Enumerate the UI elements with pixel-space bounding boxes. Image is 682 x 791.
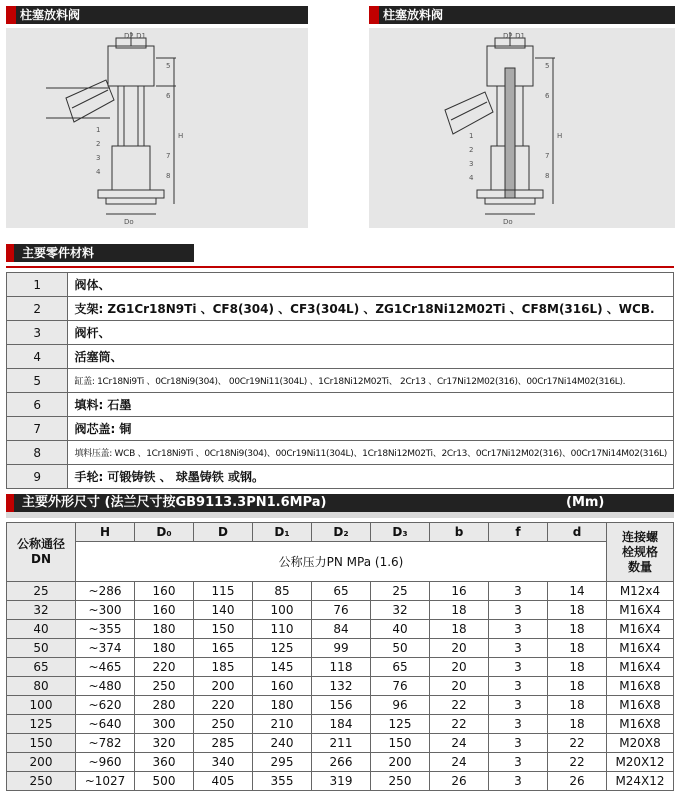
dimension-cell: 18 [548, 601, 607, 620]
material-number: 4 [7, 345, 68, 369]
dn-cell: 50 [7, 639, 76, 658]
material-number: 7 [7, 417, 68, 441]
label-h: H [178, 132, 184, 140]
dimension-cell: ~1027 [76, 772, 135, 791]
dimension-cell: 250 [194, 715, 253, 734]
dimension-cell: M16X4 [607, 601, 674, 620]
dimension-cell: 25 [371, 582, 430, 601]
figure-title: 柱塞放料阀 [20, 8, 81, 22]
dimension-cell: 22 [430, 715, 489, 734]
dimension-cell: 285 [194, 734, 253, 753]
svg-text:1: 1 [96, 126, 101, 134]
dimension-cell: 3 [489, 753, 548, 772]
dimension-cell: 250 [371, 772, 430, 791]
svg-text:3: 3 [96, 154, 101, 162]
dimension-cell: 145 [253, 658, 312, 677]
dimension-cell: ~480 [76, 677, 135, 696]
svg-text:2: 2 [96, 140, 101, 148]
dimensions-title-accent [6, 494, 14, 512]
dimension-cell: 250 [135, 677, 194, 696]
dimension-row [7, 620, 674, 639]
dimension-cell: 185 [194, 658, 253, 677]
header-d-hole: d [548, 523, 607, 542]
dimension-cell: M12x4 [607, 582, 674, 601]
svg-text:3: 3 [469, 160, 474, 168]
title-accent [6, 6, 16, 24]
material-row [7, 321, 674, 345]
dimension-cell: 165 [194, 639, 253, 658]
label-h: H [557, 132, 563, 140]
dimension-cell: 22 [430, 696, 489, 715]
dimension-cell: ~960 [76, 753, 135, 772]
dimension-cell: 405 [194, 772, 253, 791]
materials-divider [6, 266, 674, 268]
dimension-cell: M24X12 [607, 772, 674, 791]
dimension-cell: 300 [135, 715, 194, 734]
material-number: 9 [7, 465, 68, 489]
material-row [7, 297, 674, 321]
label-d2d1: D2 D1 [503, 32, 525, 40]
dimension-cell: 132 [312, 677, 371, 696]
dn-cell: 125 [7, 715, 76, 734]
dimension-cell: M16X8 [607, 715, 674, 734]
material-row [7, 393, 674, 417]
dimension-cell: 18 [548, 677, 607, 696]
dimension-cell: 220 [194, 696, 253, 715]
materials-title-accent [6, 244, 14, 262]
dimension-cell: 118 [312, 658, 371, 677]
material-number: 1 [7, 273, 68, 297]
header-d1: D₁ [253, 523, 312, 542]
header-d0: D₀ [135, 523, 194, 542]
dimensions-shadow [6, 512, 674, 518]
material-text: 填料: 石墨 [68, 393, 674, 417]
dimension-cell: 3 [489, 620, 548, 639]
dimension-cell: ~620 [76, 696, 135, 715]
label-do: Do [503, 218, 513, 226]
dn-cell: 100 [7, 696, 76, 715]
materials-title: 主要零件材料 [22, 246, 95, 260]
dimensions-title: 主要外形尺寸 (法兰尺寸按GB9113.3PN1.6MPa) [22, 495, 327, 510]
material-text: 阀体、 [68, 273, 674, 297]
svg-text:2: 2 [469, 146, 474, 154]
dimension-cell: 20 [430, 677, 489, 696]
dimension-row [7, 677, 674, 696]
dimension-cell: 220 [135, 658, 194, 677]
dimension-cell: 500 [135, 772, 194, 791]
dimension-cell: 150 [371, 734, 430, 753]
dimension-row [7, 734, 674, 753]
material-number: 6 [7, 393, 68, 417]
dimension-cell: 320 [135, 734, 194, 753]
dimension-cell: 76 [371, 677, 430, 696]
plunger-valve-drawing [6, 28, 308, 228]
svg-text:5: 5 [545, 62, 550, 70]
dimension-row [7, 582, 674, 601]
dimension-cell: 200 [371, 753, 430, 772]
header-bolt: 连接螺栓规格数量 [607, 523, 674, 582]
header-d3: D₃ [371, 523, 430, 542]
dimension-cell: 3 [489, 582, 548, 601]
dimension-cell: 18 [548, 620, 607, 639]
dimension-cell: 3 [489, 677, 548, 696]
material-number: 8 [7, 441, 68, 465]
dimension-cell: ~355 [76, 620, 135, 639]
svg-text:4: 4 [96, 168, 101, 176]
dimension-cell: 3 [489, 696, 548, 715]
dimension-cell: 100 [253, 601, 312, 620]
dimension-cell: 22 [548, 753, 607, 772]
dimension-cell: 96 [371, 696, 430, 715]
dimension-cell: 3 [489, 601, 548, 620]
dimension-cell: 24 [430, 734, 489, 753]
dn-cell: 25 [7, 582, 76, 601]
dimension-cell: 76 [312, 601, 371, 620]
svg-text:8: 8 [166, 172, 171, 180]
dimension-cell: 125 [371, 715, 430, 734]
dn-cell: 200 [7, 753, 76, 772]
dimension-cell: M16X4 [607, 658, 674, 677]
dimension-cell: 18 [548, 696, 607, 715]
dimension-cell: 160 [253, 677, 312, 696]
material-row [7, 369, 674, 393]
dimension-cell: 160 [135, 582, 194, 601]
dimension-cell: M20X8 [607, 734, 674, 753]
material-text: 支架: ZG1Cr18N9Ti 、CF8(304) 、CF3(304L) 、ZG1Cr18Ni12M02Ti 、CF8M(316L) 、WCB. [68, 297, 674, 321]
material-text: 手轮: 可锻铸铁 、 球墨铸铁 或钢。 [68, 465, 674, 489]
dimension-cell: 150 [194, 620, 253, 639]
dimension-cell: 266 [312, 753, 371, 772]
dimension-row [7, 658, 674, 677]
materials-table [6, 272, 674, 489]
svg-text:6: 6 [166, 92, 171, 100]
material-number: 5 [7, 369, 68, 393]
dimension-cell: 85 [253, 582, 312, 601]
dimension-cell: 280 [135, 696, 194, 715]
material-text: 阀芯盖: 铜 [68, 417, 674, 441]
dn-cell: 80 [7, 677, 76, 696]
dimension-cell: M16X4 [607, 639, 674, 658]
dimension-cell: 50 [371, 639, 430, 658]
dimension-cell: 3 [489, 715, 548, 734]
dimension-cell: 156 [312, 696, 371, 715]
dn-cell: 250 [7, 772, 76, 791]
dimension-cell: 160 [135, 601, 194, 620]
dimension-cell: 110 [253, 620, 312, 639]
dimension-cell: M16X8 [607, 677, 674, 696]
dimension-cell: 24 [430, 753, 489, 772]
dimension-cell: 14 [548, 582, 607, 601]
plunger-valve-section-drawing [369, 28, 675, 228]
dimension-cell: 211 [312, 734, 371, 753]
dimension-cell: 3 [489, 658, 548, 677]
dimension-cell: 99 [312, 639, 371, 658]
dimension-cell: 200 [194, 677, 253, 696]
dimension-cell: 3 [489, 734, 548, 753]
dimension-cell: ~465 [76, 658, 135, 677]
header-h: H [76, 523, 135, 542]
dimension-cell: 40 [371, 620, 430, 639]
title-accent [369, 6, 379, 24]
label-d2d1: D2 D1 [124, 32, 146, 40]
material-text: 活塞筒、 [68, 345, 674, 369]
label-do: Do [124, 218, 134, 226]
header-b: b [430, 523, 489, 542]
dimension-cell: 125 [253, 639, 312, 658]
material-text: 填料压盖: WCB 、1Cr18Ni9Ti 、0Cr18Ni9(304)、00Cr19Ni11(304L)、1Cr18Ni12M02Ti、2Cr13、0Cr17Ni12M02(316)、00Cr17Ni14M02(316L) [68, 441, 674, 465]
material-row [7, 465, 674, 489]
dimension-cell: 3 [489, 772, 548, 791]
dimension-cell: 319 [312, 772, 371, 791]
header-d: D [194, 523, 253, 542]
dimension-cell: 180 [135, 639, 194, 658]
dimension-cell: 180 [253, 696, 312, 715]
dimensions-unit: (Mm) [566, 495, 605, 510]
svg-text:1: 1 [469, 132, 474, 140]
svg-text:4: 4 [469, 174, 474, 182]
dimension-cell: ~640 [76, 715, 135, 734]
dimension-cell: 355 [253, 772, 312, 791]
dimension-cell: 32 [371, 601, 430, 620]
dn-cell: 32 [7, 601, 76, 620]
material-text: 阀杆、 [68, 321, 674, 345]
dimension-cell: 84 [312, 620, 371, 639]
dimension-cell: 18 [548, 715, 607, 734]
svg-text:7: 7 [545, 152, 550, 160]
dimension-cell: M16X4 [607, 620, 674, 639]
material-number: 2 [7, 297, 68, 321]
dimension-cell: ~782 [76, 734, 135, 753]
dimension-cell: 18 [430, 620, 489, 639]
svg-text:7: 7 [166, 152, 171, 160]
dimension-cell: 18 [548, 658, 607, 677]
header-d2: D₂ [312, 523, 371, 542]
dimension-row [7, 639, 674, 658]
dimension-cell: 115 [194, 582, 253, 601]
material-row [7, 441, 674, 465]
dimension-cell: 22 [548, 734, 607, 753]
header-dn: 公称通径DN [7, 523, 76, 582]
dimension-row [7, 696, 674, 715]
material-text: 缸盖: 1Cr18Ni9Ti 、0Cr18Ni9(304)、 00Cr19Ni11(304L) 、1Cr18Ni12M02Ti、 2Cr13 、Cr17Ni12M02(316)、00Cr17Ni14M02(316L). [68, 369, 674, 393]
dimension-cell: 26 [430, 772, 489, 791]
dimension-cell: 360 [135, 753, 194, 772]
pressure-label: 公称压力PN MPa (1.6) [76, 542, 607, 582]
dimension-cell: 340 [194, 753, 253, 772]
dimension-cell: 184 [312, 715, 371, 734]
dimension-cell: 26 [548, 772, 607, 791]
dimension-cell: 16 [430, 582, 489, 601]
material-row [7, 345, 674, 369]
header-f: f [489, 523, 548, 542]
figure-title: 柱塞放料阀 [383, 8, 444, 22]
dimension-cell: 65 [312, 582, 371, 601]
material-number: 3 [7, 321, 68, 345]
dimension-cell: 140 [194, 601, 253, 620]
svg-text:6: 6 [545, 92, 550, 100]
dimension-cell: 240 [253, 734, 312, 753]
dimension-cell: M20X12 [607, 753, 674, 772]
material-row [7, 417, 674, 441]
dimension-row [7, 601, 674, 620]
dimension-row [7, 715, 674, 734]
dn-cell: 150 [7, 734, 76, 753]
dimension-cell: ~286 [76, 582, 135, 601]
material-row [7, 273, 674, 297]
svg-text:8: 8 [545, 172, 550, 180]
dimension-cell: 65 [371, 658, 430, 677]
dimension-cell: 20 [430, 658, 489, 677]
dimension-cell: 180 [135, 620, 194, 639]
dimension-cell: 210 [253, 715, 312, 734]
dn-cell: 65 [7, 658, 76, 677]
dimension-cell: ~374 [76, 639, 135, 658]
svg-text:5: 5 [166, 62, 171, 70]
dimension-cell: 18 [548, 639, 607, 658]
dimension-cell: 295 [253, 753, 312, 772]
dn-cell: 40 [7, 620, 76, 639]
dimensions-table [6, 522, 674, 791]
dimension-row [7, 772, 674, 791]
dimension-cell: 18 [430, 601, 489, 620]
dimension-cell: M16X8 [607, 696, 674, 715]
dimension-cell: 20 [430, 639, 489, 658]
dimension-row [7, 753, 674, 772]
dimension-cell: ~300 [76, 601, 135, 620]
dimension-cell: 3 [489, 639, 548, 658]
